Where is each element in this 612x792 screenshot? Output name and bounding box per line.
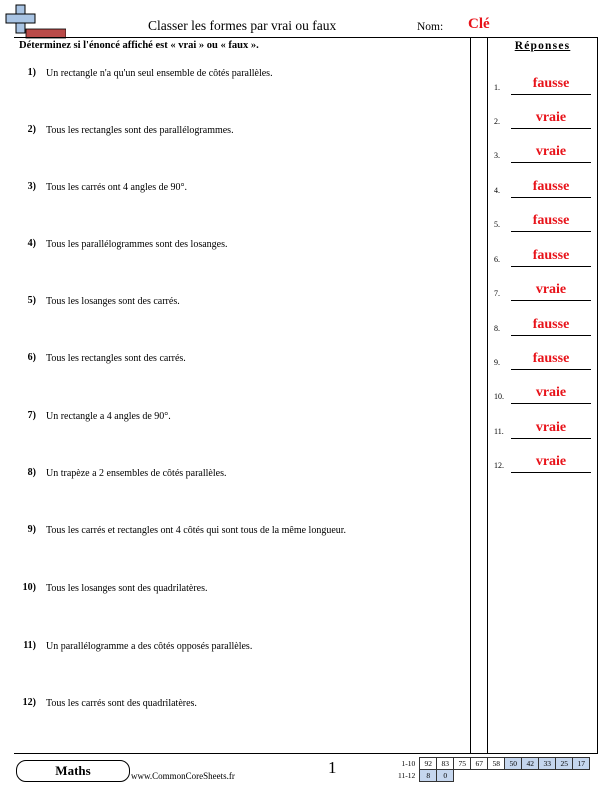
answer-number: 12. [494, 461, 504, 470]
instructions: Déterminez si l'énoncé affiché est « vrai » ou « faux ». [19, 40, 259, 51]
score-cell: 17 [573, 758, 590, 770]
question-text: Un parallélogramme a des côtés opposés parallèles. [46, 641, 253, 652]
question-text: Tous les carrés et rectangles ont 4 côtés qui sont tous de la même longueur. [46, 525, 347, 536]
question-text: Tous les rectangles sont des carrés. [46, 353, 186, 364]
question-number: 9) [27, 524, 36, 535]
question-4 [16, 238, 466, 258]
score-cell: 25 [556, 758, 573, 770]
column-divider-left [470, 37, 471, 753]
answer-value: fausse [532, 248, 570, 263]
question-number: 3) [27, 181, 36, 192]
answer-value: vraie [535, 454, 567, 469]
answer-number: 3. [494, 151, 500, 160]
page-number: 1 [328, 758, 337, 777]
answer-number: 9. [494, 358, 500, 367]
question-text: Un rectangle n'a qu'un seul ensemble de côtés parallèles. [46, 68, 273, 79]
answer-line [511, 128, 591, 129]
question-number: 7) [27, 410, 36, 421]
answer-line [511, 266, 591, 267]
answer-line [511, 369, 591, 370]
answer-9 [494, 349, 596, 369]
score-row-label: 1-10 [401, 759, 416, 768]
question-text: Tous les carrés ont 4 angles de 90°. [46, 182, 188, 193]
answer-number: 8. [494, 324, 500, 333]
answer-10 [494, 383, 596, 403]
answer-value: fausse [532, 317, 570, 332]
answer-line [511, 231, 591, 232]
answer-number: 4. [494, 186, 500, 195]
question-number: 11) [23, 640, 36, 651]
question-text: Tous les carrés sont des quadrilatères. [46, 698, 197, 709]
answer-value: vraie [535, 144, 567, 159]
answer-5 [494, 211, 596, 231]
answer-value: fausse [532, 351, 570, 366]
answer-value: fausse [532, 76, 570, 91]
answer-line [511, 300, 591, 301]
answer-8 [494, 315, 596, 335]
answer-1 [494, 74, 596, 94]
answer-11 [494, 418, 596, 438]
answer-2 [494, 108, 596, 128]
question-number: 1) [27, 67, 36, 78]
score-row-11-12 [396, 770, 590, 782]
answer-value: vraie [535, 110, 567, 125]
question-number: 10) [22, 582, 36, 593]
question-number: 6) [27, 352, 36, 363]
answer-line [511, 472, 591, 473]
answer-line [511, 403, 591, 404]
question-7 [16, 410, 466, 430]
answer-number: 7. [494, 289, 500, 298]
question-number: 5) [27, 295, 36, 306]
header-divider [14, 37, 598, 38]
score-cell: 58 [488, 758, 505, 770]
question-number: 4) [27, 238, 36, 249]
question-text: Tous les losanges sont des quadrilatères. [46, 583, 208, 594]
logo-plus-icon [4, 3, 66, 39]
answer-value: vraie [535, 420, 567, 435]
question-2 [16, 124, 466, 144]
answer-line [511, 335, 591, 336]
question-text: Un trapèze a 2 ensembles de côtés parallèles. [46, 468, 227, 479]
answer-line [511, 94, 591, 95]
question-number: 8) [27, 467, 36, 478]
score-table [396, 757, 590, 782]
score-cell: 67 [471, 758, 488, 770]
score-cell: 42 [522, 758, 539, 770]
footer-divider [14, 753, 598, 754]
answer-4 [494, 177, 596, 197]
answer-line [511, 197, 591, 198]
question-5 [16, 295, 466, 315]
answers-header: Réponses [514, 40, 571, 52]
answer-6 [494, 246, 596, 266]
question-10 [16, 582, 466, 602]
question-text: Tous les losanges sont des carrés. [46, 296, 180, 307]
answer-value: fausse [532, 213, 570, 228]
answer-7 [494, 280, 596, 300]
answer-number: 6. [494, 255, 500, 264]
score-cell: 0 [437, 770, 454, 782]
answer-value: vraie [535, 282, 567, 297]
question-number: 2) [27, 124, 36, 135]
answer-number: 1. [494, 83, 500, 92]
answer-number: 5. [494, 220, 500, 229]
question-6 [16, 352, 466, 372]
answer-number: 10. [494, 392, 504, 401]
question-text: Un rectangle a 4 angles de 90°. [46, 411, 171, 422]
question-number: 12) [22, 697, 36, 708]
answer-3 [494, 142, 596, 162]
question-9 [16, 524, 466, 544]
worksheet-title: Classer les formes par vrai ou faux [148, 18, 337, 33]
question-11 [16, 640, 466, 660]
answer-12 [494, 452, 596, 472]
page-border-right [597, 37, 598, 753]
answer-value: fausse [532, 179, 570, 194]
question-text: Tous les rectangles sont des parallélogrammes. [46, 125, 234, 136]
name-label: Nom: [417, 21, 444, 33]
question-12 [16, 697, 466, 717]
question-1 [16, 67, 466, 87]
answer-number: 2. [494, 117, 500, 126]
answer-line [511, 162, 591, 163]
score-cell: 8 [420, 770, 437, 782]
answer-value: vraie [535, 385, 567, 400]
score-cell: 92 [420, 758, 437, 770]
name-value: Clé [468, 16, 490, 32]
question-8 [16, 467, 466, 487]
score-cell: 50 [505, 758, 522, 770]
score-cell: 33 [539, 758, 556, 770]
question-text: Tous les parallélogrammes sont des losanges. [46, 239, 228, 250]
site-url: www.CommonCoreSheets.fr [131, 771, 235, 781]
subject-badge: Maths [16, 760, 130, 782]
column-divider-right [487, 37, 488, 753]
score-row-1-10 [396, 758, 590, 770]
score-cell: 75 [454, 758, 471, 770]
score-row-label: 11-12 [398, 771, 416, 780]
answer-line [511, 438, 591, 439]
question-3 [16, 181, 466, 201]
answer-number: 11. [494, 427, 504, 436]
score-cell: 83 [437, 758, 454, 770]
